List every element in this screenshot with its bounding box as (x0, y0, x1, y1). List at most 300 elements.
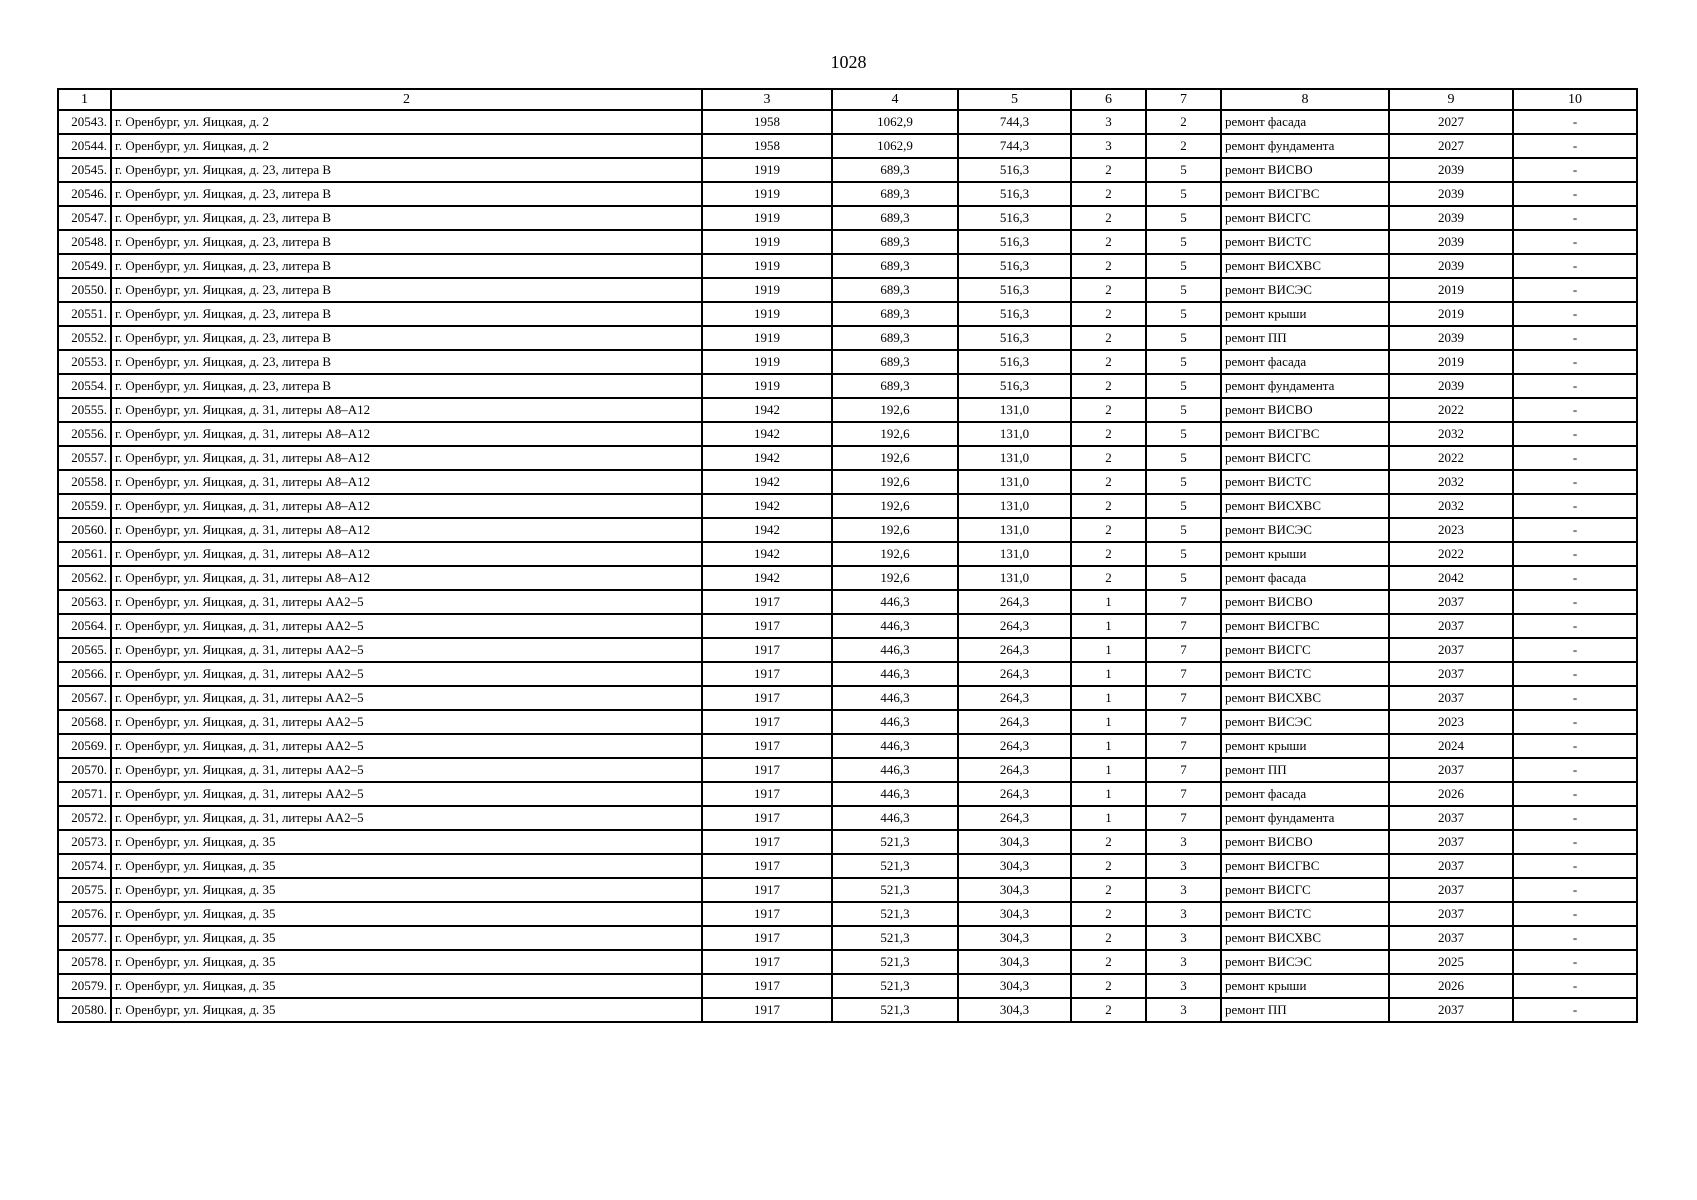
table-row (58, 758, 1637, 782)
planned-year-cell: 2019 (1389, 350, 1513, 374)
floors-cell: 2 (1071, 446, 1146, 470)
total-area-cell: 689,3 (832, 374, 958, 398)
residential-area-cell: 304,3 (958, 926, 1071, 950)
address-cell: г. Оренбург, ул. Яицкая, д. 31, литеры А8–А12 (111, 566, 702, 590)
planned-year-cell: 2022 (1389, 398, 1513, 422)
year-built-cell: 1942 (702, 398, 832, 422)
row-number-cell: 20567. (58, 686, 111, 710)
col-header: 6 (1071, 89, 1146, 110)
note-cell: - (1513, 854, 1637, 878)
address-cell: г. Оренбург, ул. Яицкая, д. 31, литеры АА2–5 (111, 782, 702, 806)
floors-cell: 1 (1071, 806, 1146, 830)
row-number-cell: 20565. (58, 638, 111, 662)
planned-year-cell: 2037 (1389, 830, 1513, 854)
address-cell: г. Оренбург, ул. Яицкая, д. 31, литеры А8–А12 (111, 398, 702, 422)
total-area-cell: 446,3 (832, 782, 958, 806)
total-area-cell: 192,6 (832, 542, 958, 566)
floors-cell: 2 (1071, 854, 1146, 878)
address-cell: г. Оренбург, ул. Яицкая, д. 23, литера В (111, 182, 702, 206)
planned-year-cell: 2039 (1389, 158, 1513, 182)
total-area-cell: 192,6 (832, 518, 958, 542)
note-cell: - (1513, 254, 1637, 278)
row-number-cell: 20553. (58, 350, 111, 374)
page-number: 1028 (830, 52, 867, 72)
total-area-cell: 689,3 (832, 278, 958, 302)
address-cell: г. Оренбург, ул. Яицкая, д. 23, литера В (111, 326, 702, 350)
residential-area-cell: 744,3 (958, 134, 1071, 158)
row-number-cell: 20577. (58, 926, 111, 950)
table-row (58, 158, 1637, 182)
planned-year-cell: 2039 (1389, 374, 1513, 398)
address-cell: г. Оренбург, ул. Яицкая, д. 31, литеры АА2–5 (111, 758, 702, 782)
work-type-cell: ремонт фасада (1221, 782, 1389, 806)
year-built-cell: 1942 (702, 566, 832, 590)
year-built-cell: 1919 (702, 230, 832, 254)
residential-area-cell: 516,3 (958, 230, 1071, 254)
residential-area-cell: 304,3 (958, 902, 1071, 926)
note-cell: - (1513, 590, 1637, 614)
entrances-cell: 5 (1146, 254, 1221, 278)
note-cell: - (1513, 998, 1637, 1022)
table-row (58, 974, 1637, 998)
note-cell: - (1513, 974, 1637, 998)
row-number-cell: 20547. (58, 206, 111, 230)
table-row (58, 590, 1637, 614)
planned-year-cell: 2037 (1389, 902, 1513, 926)
entrances-cell: 5 (1146, 494, 1221, 518)
planned-year-cell: 2039 (1389, 230, 1513, 254)
year-built-cell: 1942 (702, 518, 832, 542)
note-cell: - (1513, 662, 1637, 686)
note-cell: - (1513, 206, 1637, 230)
address-cell: г. Оренбург, ул. Яицкая, д. 31, литеры А8–А12 (111, 542, 702, 566)
floors-cell: 2 (1071, 974, 1146, 998)
work-type-cell: ремонт ВИСХВС (1221, 254, 1389, 278)
planned-year-cell: 2037 (1389, 686, 1513, 710)
row-number-cell: 20558. (58, 470, 111, 494)
residential-area-cell: 516,3 (958, 350, 1071, 374)
entrances-cell: 7 (1146, 806, 1221, 830)
planned-year-cell: 2023 (1389, 518, 1513, 542)
planned-year-cell: 2026 (1389, 782, 1513, 806)
floors-cell: 2 (1071, 902, 1146, 926)
table-row (58, 398, 1637, 422)
floors-cell: 2 (1071, 398, 1146, 422)
work-type-cell: ремонт ВИСЭС (1221, 950, 1389, 974)
row-number-cell: 20551. (58, 302, 111, 326)
note-cell: - (1513, 470, 1637, 494)
year-built-cell: 1917 (702, 638, 832, 662)
planned-year-cell: 2042 (1389, 566, 1513, 590)
col-header: 7 (1146, 89, 1221, 110)
year-built-cell: 1917 (702, 902, 832, 926)
floors-cell: 1 (1071, 662, 1146, 686)
table-row (58, 710, 1637, 734)
total-area-cell: 521,3 (832, 902, 958, 926)
residential-area-cell: 131,0 (958, 542, 1071, 566)
table-row (58, 926, 1637, 950)
table-row (58, 374, 1637, 398)
entrances-cell: 5 (1146, 326, 1221, 350)
address-cell: г. Оренбург, ул. Яицкая, д. 31, литеры АА2–5 (111, 710, 702, 734)
floors-cell: 2 (1071, 374, 1146, 398)
row-number-cell: 20555. (58, 398, 111, 422)
residential-area-cell: 304,3 (958, 830, 1071, 854)
entrances-cell: 2 (1146, 110, 1221, 134)
total-area-cell: 689,3 (832, 302, 958, 326)
year-built-cell: 1917 (702, 830, 832, 854)
note-cell: - (1513, 830, 1637, 854)
year-built-cell: 1917 (702, 590, 832, 614)
year-built-cell: 1919 (702, 302, 832, 326)
note-cell: - (1513, 878, 1637, 902)
total-area-cell: 521,3 (832, 950, 958, 974)
floors-cell: 3 (1071, 110, 1146, 134)
work-type-cell: ремонт ВИСТС (1221, 662, 1389, 686)
table-row (58, 662, 1637, 686)
note-cell: - (1513, 374, 1637, 398)
year-built-cell: 1942 (702, 422, 832, 446)
entrances-cell: 5 (1146, 350, 1221, 374)
table-row (58, 326, 1637, 350)
planned-year-cell: 2037 (1389, 806, 1513, 830)
work-type-cell: ремонт крыши (1221, 302, 1389, 326)
note-cell: - (1513, 758, 1637, 782)
work-type-cell: ремонт ВИСЭС (1221, 278, 1389, 302)
total-area-cell: 192,6 (832, 422, 958, 446)
entrances-cell: 7 (1146, 734, 1221, 758)
table-row (58, 182, 1637, 206)
col-header: 3 (702, 89, 832, 110)
row-number-cell: 20579. (58, 974, 111, 998)
table-row (58, 998, 1637, 1022)
row-number-cell: 20570. (58, 758, 111, 782)
year-built-cell: 1942 (702, 470, 832, 494)
planned-year-cell: 2037 (1389, 758, 1513, 782)
planned-year-cell: 2019 (1389, 302, 1513, 326)
address-cell: г. Оренбург, ул. Яицкая, д. 2 (111, 110, 702, 134)
entrances-cell: 7 (1146, 710, 1221, 734)
col-header: 9 (1389, 89, 1513, 110)
entrances-cell: 7 (1146, 614, 1221, 638)
work-type-cell: ремонт ВИСГС (1221, 638, 1389, 662)
row-number-cell: 20543. (58, 110, 111, 134)
year-built-cell: 1917 (702, 662, 832, 686)
residential-area-cell: 304,3 (958, 854, 1071, 878)
address-cell: г. Оренбург, ул. Яицкая, д. 31, литеры АА2–5 (111, 638, 702, 662)
work-type-cell: ремонт крыши (1221, 734, 1389, 758)
repair-registry-table (57, 88, 1638, 1023)
row-number-cell: 20576. (58, 902, 111, 926)
total-area-cell: 1062,9 (832, 110, 958, 134)
entrances-cell: 2 (1146, 134, 1221, 158)
floors-cell: 1 (1071, 782, 1146, 806)
address-cell: г. Оренбург, ул. Яицкая, д. 31, литеры А8–А12 (111, 470, 702, 494)
total-area-cell: 446,3 (832, 734, 958, 758)
table-row (58, 302, 1637, 326)
address-cell: г. Оренбург, ул. Яицкая, д. 31, литеры А8–А12 (111, 494, 702, 518)
residential-area-cell: 131,0 (958, 422, 1071, 446)
total-area-cell: 446,3 (832, 614, 958, 638)
table-row (58, 494, 1637, 518)
year-built-cell: 1917 (702, 806, 832, 830)
planned-year-cell: 2037 (1389, 854, 1513, 878)
table-row (58, 110, 1637, 134)
entrances-cell: 3 (1146, 902, 1221, 926)
work-type-cell: ремонт ВИСВО (1221, 398, 1389, 422)
row-number-cell: 20556. (58, 422, 111, 446)
table-row (58, 686, 1637, 710)
work-type-cell: ремонт ВИСВО (1221, 830, 1389, 854)
col-header: 1 (58, 89, 111, 110)
work-type-cell: ремонт фундамента (1221, 134, 1389, 158)
planned-year-cell: 2037 (1389, 926, 1513, 950)
note-cell: - (1513, 614, 1637, 638)
total-area-cell: 192,6 (832, 494, 958, 518)
residential-area-cell: 304,3 (958, 950, 1071, 974)
table-row (58, 878, 1637, 902)
row-number-cell: 20562. (58, 566, 111, 590)
note-cell: - (1513, 182, 1637, 206)
total-area-cell: 1062,9 (832, 134, 958, 158)
note-cell: - (1513, 782, 1637, 806)
total-area-cell: 446,3 (832, 758, 958, 782)
row-number-cell: 20574. (58, 854, 111, 878)
work-type-cell: ремонт ВИСГС (1221, 206, 1389, 230)
entrances-cell: 5 (1146, 206, 1221, 230)
note-cell: - (1513, 350, 1637, 374)
row-number-cell: 20559. (58, 494, 111, 518)
table-row (58, 422, 1637, 446)
residential-area-cell: 264,3 (958, 758, 1071, 782)
address-cell: г. Оренбург, ул. Яицкая, д. 35 (111, 974, 702, 998)
address-cell: г. Оренбург, ул. Яицкая, д. 31, литеры АА2–5 (111, 662, 702, 686)
year-built-cell: 1958 (702, 134, 832, 158)
year-built-cell: 1919 (702, 158, 832, 182)
table-row (58, 278, 1637, 302)
row-number-cell: 20550. (58, 278, 111, 302)
note-cell: - (1513, 950, 1637, 974)
floors-cell: 2 (1071, 326, 1146, 350)
table-row (58, 806, 1637, 830)
table-body (58, 110, 1637, 1022)
floors-cell: 1 (1071, 710, 1146, 734)
planned-year-cell: 2037 (1389, 662, 1513, 686)
note-cell: - (1513, 230, 1637, 254)
total-area-cell: 521,3 (832, 926, 958, 950)
residential-area-cell: 516,3 (958, 158, 1071, 182)
entrances-cell: 7 (1146, 782, 1221, 806)
note-cell: - (1513, 926, 1637, 950)
entrances-cell: 5 (1146, 278, 1221, 302)
work-type-cell: ремонт фасада (1221, 110, 1389, 134)
row-number-cell: 20571. (58, 782, 111, 806)
floors-cell: 1 (1071, 614, 1146, 638)
total-area-cell: 521,3 (832, 854, 958, 878)
row-number-cell: 20572. (58, 806, 111, 830)
floors-cell: 2 (1071, 518, 1146, 542)
table-row (58, 638, 1637, 662)
planned-year-cell: 2023 (1389, 710, 1513, 734)
address-cell: г. Оренбург, ул. Яицкая, д. 35 (111, 998, 702, 1022)
entrances-cell: 5 (1146, 374, 1221, 398)
work-type-cell: ремонт крыши (1221, 974, 1389, 998)
year-built-cell: 1919 (702, 182, 832, 206)
residential-area-cell: 516,3 (958, 302, 1071, 326)
total-area-cell: 521,3 (832, 998, 958, 1022)
entrances-cell: 3 (1146, 974, 1221, 998)
table-row (58, 614, 1637, 638)
work-type-cell: ремонт фасада (1221, 566, 1389, 590)
planned-year-cell: 2037 (1389, 590, 1513, 614)
entrances-cell: 3 (1146, 998, 1221, 1022)
work-type-cell: ремонт ВИСТС (1221, 230, 1389, 254)
floors-cell: 2 (1071, 494, 1146, 518)
year-built-cell: 1917 (702, 710, 832, 734)
entrances-cell: 3 (1146, 950, 1221, 974)
year-built-cell: 1917 (702, 974, 832, 998)
address-cell: г. Оренбург, ул. Яицкая, д. 31, литеры АА2–5 (111, 590, 702, 614)
floors-cell: 2 (1071, 302, 1146, 326)
note-cell: - (1513, 806, 1637, 830)
floors-cell: 3 (1071, 134, 1146, 158)
total-area-cell: 446,3 (832, 662, 958, 686)
planned-year-cell: 2027 (1389, 110, 1513, 134)
total-area-cell: 689,3 (832, 182, 958, 206)
floors-cell: 2 (1071, 998, 1146, 1022)
address-cell: г. Оренбург, ул. Яицкая, д. 23, литера В (111, 254, 702, 278)
table-row (58, 206, 1637, 230)
entrances-cell: 5 (1146, 542, 1221, 566)
work-type-cell: ремонт ВИСГС (1221, 878, 1389, 902)
floors-cell: 1 (1071, 590, 1146, 614)
row-number-cell: 20578. (58, 950, 111, 974)
year-built-cell: 1958 (702, 110, 832, 134)
year-built-cell: 1917 (702, 686, 832, 710)
note-cell: - (1513, 686, 1637, 710)
row-number-cell: 20552. (58, 326, 111, 350)
entrances-cell: 5 (1146, 422, 1221, 446)
work-type-cell: ремонт ВИСГВС (1221, 614, 1389, 638)
residential-area-cell: 264,3 (958, 662, 1071, 686)
total-area-cell: 521,3 (832, 878, 958, 902)
residential-area-cell: 304,3 (958, 998, 1071, 1022)
entrances-cell: 7 (1146, 590, 1221, 614)
total-area-cell: 689,3 (832, 326, 958, 350)
total-area-cell: 689,3 (832, 230, 958, 254)
residential-area-cell: 131,0 (958, 470, 1071, 494)
total-area-cell: 689,3 (832, 350, 958, 374)
residential-area-cell: 516,3 (958, 182, 1071, 206)
work-type-cell: ремонт ПП (1221, 758, 1389, 782)
note-cell: - (1513, 422, 1637, 446)
note-cell: - (1513, 134, 1637, 158)
entrances-cell: 5 (1146, 518, 1221, 542)
entrances-cell: 3 (1146, 830, 1221, 854)
work-type-cell: ремонт фасада (1221, 350, 1389, 374)
floors-cell: 1 (1071, 638, 1146, 662)
row-number-cell: 20554. (58, 374, 111, 398)
entrances-cell: 5 (1146, 398, 1221, 422)
address-cell: г. Оренбург, ул. Яицкая, д. 23, литера В (111, 230, 702, 254)
residential-area-cell: 131,0 (958, 518, 1071, 542)
table-row (58, 830, 1637, 854)
table-row (58, 518, 1637, 542)
entrances-cell: 7 (1146, 686, 1221, 710)
entrances-cell: 5 (1146, 446, 1221, 470)
total-area-cell: 446,3 (832, 710, 958, 734)
row-number-cell: 20545. (58, 158, 111, 182)
entrances-cell: 7 (1146, 758, 1221, 782)
total-area-cell: 446,3 (832, 590, 958, 614)
year-built-cell: 1919 (702, 350, 832, 374)
work-type-cell: ремонт ПП (1221, 998, 1389, 1022)
planned-year-cell: 2032 (1389, 494, 1513, 518)
year-built-cell: 1942 (702, 542, 832, 566)
residential-area-cell: 516,3 (958, 278, 1071, 302)
note-cell: - (1513, 326, 1637, 350)
year-built-cell: 1917 (702, 782, 832, 806)
address-cell: г. Оренбург, ул. Яицкая, д. 31, литеры А8–А12 (111, 446, 702, 470)
col-header: 10 (1513, 89, 1637, 110)
year-built-cell: 1917 (702, 950, 832, 974)
row-number-cell: 20573. (58, 830, 111, 854)
year-built-cell: 1919 (702, 206, 832, 230)
row-number-cell: 20549. (58, 254, 111, 278)
work-type-cell: ремонт ВИСГВС (1221, 182, 1389, 206)
planned-year-cell: 2025 (1389, 950, 1513, 974)
residential-area-cell: 516,3 (958, 206, 1071, 230)
year-built-cell: 1917 (702, 854, 832, 878)
row-number-cell: 20563. (58, 590, 111, 614)
row-number-cell: 20544. (58, 134, 111, 158)
total-area-cell: 689,3 (832, 206, 958, 230)
work-type-cell: ремонт ВИСТС (1221, 470, 1389, 494)
residential-area-cell: 264,3 (958, 590, 1071, 614)
residential-area-cell: 516,3 (958, 374, 1071, 398)
work-type-cell: ремонт ВИСХВС (1221, 686, 1389, 710)
table-row (58, 734, 1637, 758)
work-type-cell: ремонт ВИСГС (1221, 446, 1389, 470)
table-row (58, 134, 1637, 158)
total-area-cell: 521,3 (832, 830, 958, 854)
year-built-cell: 1942 (702, 446, 832, 470)
table-row (58, 350, 1637, 374)
planned-year-cell: 2039 (1389, 254, 1513, 278)
year-built-cell: 1919 (702, 326, 832, 350)
col-header: 8 (1221, 89, 1389, 110)
note-cell: - (1513, 158, 1637, 182)
address-cell: г. Оренбург, ул. Яицкая, д. 31, литеры АА2–5 (111, 806, 702, 830)
table-row (58, 566, 1637, 590)
address-cell: г. Оренбург, ул. Яицкая, д. 23, литера В (111, 350, 702, 374)
col-header: 5 (958, 89, 1071, 110)
address-cell: г. Оренбург, ул. Яицкая, д. 23, литера В (111, 278, 702, 302)
work-type-cell: ремонт ВИСГВС (1221, 854, 1389, 878)
year-built-cell: 1917 (702, 998, 832, 1022)
col-header: 4 (832, 89, 958, 110)
work-type-cell: ремонт крыши (1221, 542, 1389, 566)
residential-area-cell: 131,0 (958, 566, 1071, 590)
table-row (58, 902, 1637, 926)
planned-year-cell: 2037 (1389, 614, 1513, 638)
note-cell: - (1513, 446, 1637, 470)
total-area-cell: 689,3 (832, 158, 958, 182)
address-cell: г. Оренбург, ул. Яицкая, д. 23, литера В (111, 206, 702, 230)
entrances-cell: 5 (1146, 566, 1221, 590)
total-area-cell: 192,6 (832, 566, 958, 590)
note-cell: - (1513, 638, 1637, 662)
